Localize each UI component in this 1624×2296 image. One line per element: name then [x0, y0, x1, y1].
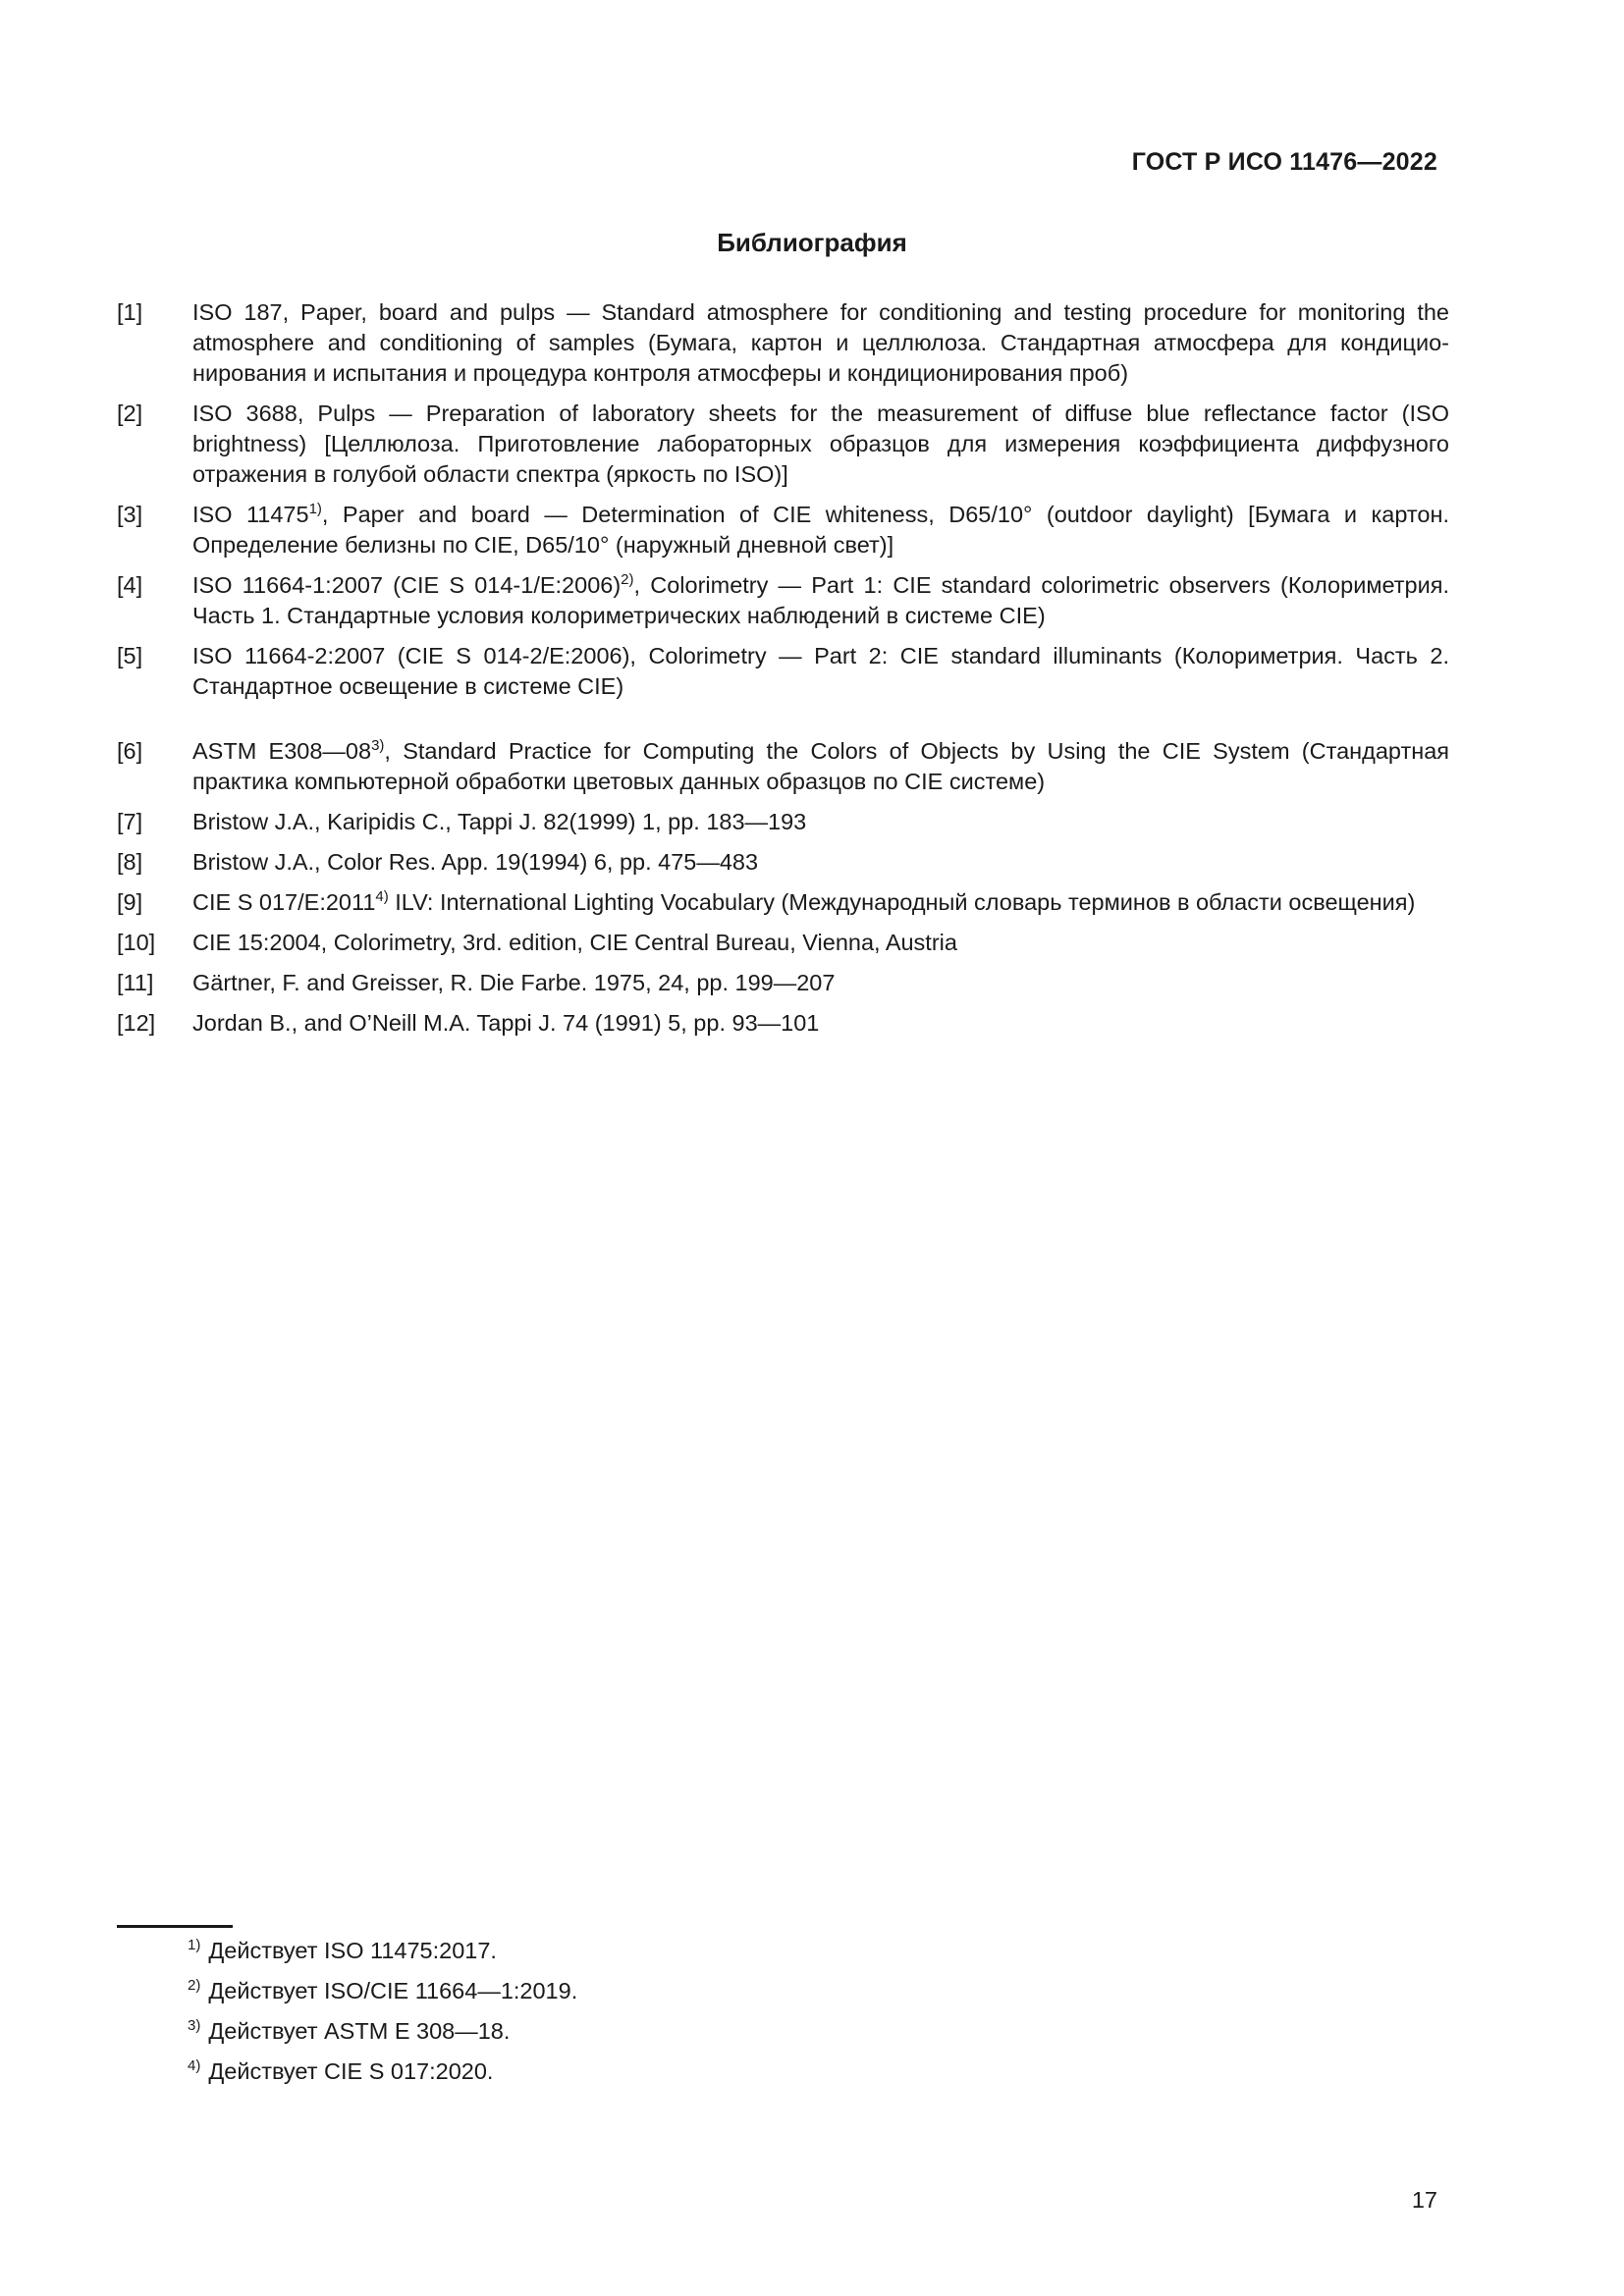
entry-text: Bristow J.A., Karipidis C., Tappi J. 82(1999) 1, pp. 183—193 — [192, 809, 807, 834]
bibliography-entry — [117, 641, 1449, 702]
footnote-ref: 4) — [375, 888, 389, 905]
entry-number: [7] — [117, 809, 143, 834]
entry-number: [8] — [117, 849, 143, 875]
footnote — [188, 1976, 577, 2006]
footnotes — [188, 1936, 577, 2097]
bibliography-entry — [117, 399, 1449, 490]
footnote-separator — [117, 1925, 233, 1928]
bibliography-title: Библиография — [717, 228, 907, 257]
bibliography-entry — [117, 736, 1449, 797]
entry-number: [1] — [117, 299, 143, 325]
footnote-text: Действует ISO 11475:2017. — [208, 1938, 497, 1963]
footnote-ref: 1) — [308, 501, 322, 517]
bibliography-entry — [117, 1008, 1449, 1039]
footnote-mark: 4) — [188, 2057, 201, 2074]
footnote-mark: 2) — [188, 1977, 201, 1994]
entry-text: Gärtner, F. and Greisser, R. Die Farbe. 1975, 24, pp. 199—207 — [192, 970, 836, 995]
entry-text: ISO 11664-1:2007 (CIE S 014-1/E:2006)$^{2)}$, Colorimetry — Part 1: CIE standard colorimetric observers (Колориметрия. Часть 1. Стандартные условия колориметрических наблюдений в системе CIE) — [192, 571, 1449, 628]
entry-text: Bristow J.A., Color Res. App. 19(1994) 6, pp. 475—483 — [192, 849, 759, 875]
entry-text: ISO 11664-2:2007 (CIE S 014-2/E:2006), Colorimetry — Part 2: CIE standard illuminants (Колориметрия. Часть 2. Стандартное освещение в системе CIE) — [192, 643, 1449, 699]
footnote-mark: 3) — [188, 2017, 201, 2034]
bibliography-entry — [117, 570, 1449, 631]
entry-text: ISO 3688, Pulps — Preparation of laboratory sheets for the measurement of diffuse blue reflectance factor (ISO brightness) [Целлюлоза. Приготовление лабораторных образцов для измерения коэффициента диффузного отражения в голубой области спектра (яркость по ISO)] — [192, 400, 1449, 487]
footnote — [188, 2016, 577, 2047]
entry-number: [4] — [117, 572, 143, 598]
bibliography-entry — [117, 847, 1449, 878]
bibliography-entry — [117, 928, 1449, 958]
bibliography-entry — [117, 297, 1449, 389]
footnote-mark: 1) — [188, 1937, 201, 1953]
entry-number: [10] — [117, 930, 156, 955]
entry-number: [2] — [117, 400, 143, 426]
footnote — [188, 2056, 577, 2087]
entry-text: ASTM E308—08$^{3)}$, Standard Practice for Computing the Colors of Objects by Using the CIE System (Стандартная практика компьютерной обработки цветовых данных образцов по CIE системе) — [192, 737, 1449, 794]
entry-number: [3] — [117, 502, 143, 527]
entry-number: [12] — [117, 1010, 156, 1036]
bibliography-list — [117, 297, 1449, 1048]
entry-number: [11] — [117, 970, 154, 995]
bibliography-entry — [117, 500, 1449, 561]
bibliography-entry — [117, 968, 1449, 998]
footnote — [188, 1936, 577, 1966]
footnote-ref: 2) — [621, 571, 634, 588]
entry-text: ISO 187, Paper, board and pulps — Standard atmosphere for conditioning and testing procedure for monitoring the atmosphere and conditioning of samples (Бумага, картон и целлюлоза. Стандартная атмосфера для кондиционирования и испытания и процедура контроля атмосферы и кондиционирования проб) — [192, 299, 1449, 386]
footnote-ref: 3) — [371, 737, 385, 754]
entry-number: [9] — [117, 889, 143, 915]
entry-text: CIE S 017/E:2011$^{4)}$ ILV: International Lighting Vocabulary (Международный словарь терминов в области освещения) — [192, 888, 1416, 915]
entry-text: CIE 15:2004, Colorimetry, 3rd. edition, CIE Central Bureau, Vienna, Austria — [192, 930, 957, 955]
footnote-text: Действует ASTM E 308—18. — [208, 2018, 511, 2044]
bibliography-entry — [117, 807, 1449, 837]
page-number: 17 — [1411, 2187, 1437, 2213]
entry-text: ISO 11475$^{1)}$, Paper and board — Determination of CIE whiteness, D65/10° (outdoor daylight) [Бумага и картон. Определение белизны по CIE, D65/10° (наружный дневной свет)] — [192, 501, 1449, 558]
document-code-header: ГОСТ Р ИСО 11476—2022 — [1131, 148, 1437, 176]
entry-text: Jordan B., and O’Neill M.A. Tappi J. 74 (1991) 5, pp. 93—101 — [192, 1010, 820, 1036]
footnote-text: Действует ISO/CIE 11664—1:2019. — [208, 1978, 578, 2003]
bibliography-entry — [117, 887, 1449, 918]
footnote-text: Действует CIE S 017:2020. — [208, 2058, 494, 2084]
entry-number: [5] — [117, 643, 143, 668]
entry-number: [6] — [117, 738, 143, 764]
